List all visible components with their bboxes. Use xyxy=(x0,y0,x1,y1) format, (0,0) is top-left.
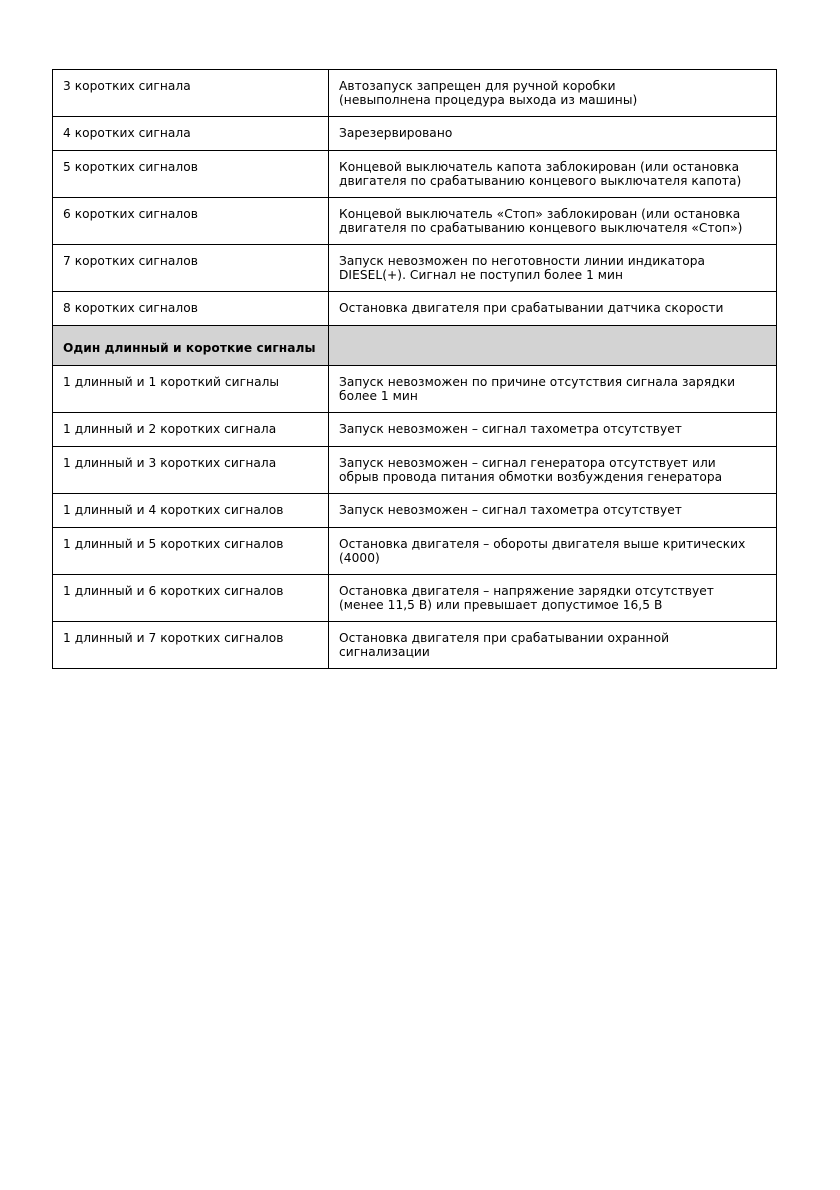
table-row xyxy=(53,447,777,494)
section-header-row xyxy=(53,326,777,366)
description-cell: Запуск невозможен по причине отсутствия сигнала зарядки более 1 мин xyxy=(329,366,777,413)
signal-cell: 7 коротких сигналов xyxy=(53,245,329,292)
description-cell: Остановка двигателя при срабатывании датчика скорости xyxy=(329,292,777,326)
section-title-empty-cell xyxy=(329,326,777,366)
table-row xyxy=(53,413,777,447)
signal-cell: 1 длинный и 6 коротких сигналов xyxy=(53,575,329,622)
signal-cell: 8 коротких сигналов xyxy=(53,292,329,326)
table-row xyxy=(53,70,777,117)
signal-codes-table xyxy=(52,69,777,669)
description-cell: Концевой выключатель «Стоп» заблокирован (или остановка двигателя по срабатыванию концевого выключателя «Стоп») xyxy=(329,198,777,245)
description-cell: Остановка двигателя – напряжение зарядки отсутствует (менее 11,5 В) или превышает допустимое 16,5 В xyxy=(329,575,777,622)
signal-cell: 1 длинный и 1 короткий сигналы xyxy=(53,366,329,413)
section-title: Один длинный и короткие сигналы xyxy=(53,326,329,366)
description-cell: Остановка двигателя – обороты двигателя выше критических (4000) xyxy=(329,528,777,575)
description-cell: Концевой выключатель капота заблокирован (или остановка двигателя по срабатыванию концевого выключателя капота) xyxy=(329,151,777,198)
signal-cell: 3 коротких сигнала xyxy=(53,70,329,117)
description-cell: Запуск невозможен – сигнал тахометра отсутствует xyxy=(329,413,777,447)
description-cell: Запуск невозможен – сигнал тахометра отсутствует xyxy=(329,494,777,528)
description-cell: Автозапуск запрещен для ручной коробки (невыполнена процедура выхода из машины) xyxy=(329,70,777,117)
description-cell: Запуск невозможен по неготовности линии индикатора DIESEL(+). Сигнал не поступил более 1 мин xyxy=(329,245,777,292)
table-row xyxy=(53,292,777,326)
description-cell: Остановка двигателя при срабатывании охранной сигнализации xyxy=(329,622,777,669)
signal-cell: 1 длинный и 2 коротких сигнала xyxy=(53,413,329,447)
signal-cell: 1 длинный и 3 коротких сигнала xyxy=(53,447,329,494)
signal-cell: 6 коротких сигналов xyxy=(53,198,329,245)
signal-cell: 1 длинный и 5 коротких сигналов xyxy=(53,528,329,575)
table-row xyxy=(53,494,777,528)
description-cell: Зарезервировано xyxy=(329,117,777,151)
table-row xyxy=(53,528,777,575)
table-row xyxy=(53,198,777,245)
table-row xyxy=(53,117,777,151)
table-row xyxy=(53,575,777,622)
signal-cell: 4 коротких сигнала xyxy=(53,117,329,151)
table-row xyxy=(53,151,777,198)
signal-cell: 5 коротких сигналов xyxy=(53,151,329,198)
description-cell: Запуск невозможен – сигнал генератора отсутствует или обрыв провода питания обмотки возбуждения генератора xyxy=(329,447,777,494)
table-row xyxy=(53,366,777,413)
signal-cell: 1 длинный и 4 коротких сигналов xyxy=(53,494,329,528)
table-row xyxy=(53,622,777,669)
signal-cell: 1 длинный и 7 коротких сигналов xyxy=(53,622,329,669)
table-row xyxy=(53,245,777,292)
